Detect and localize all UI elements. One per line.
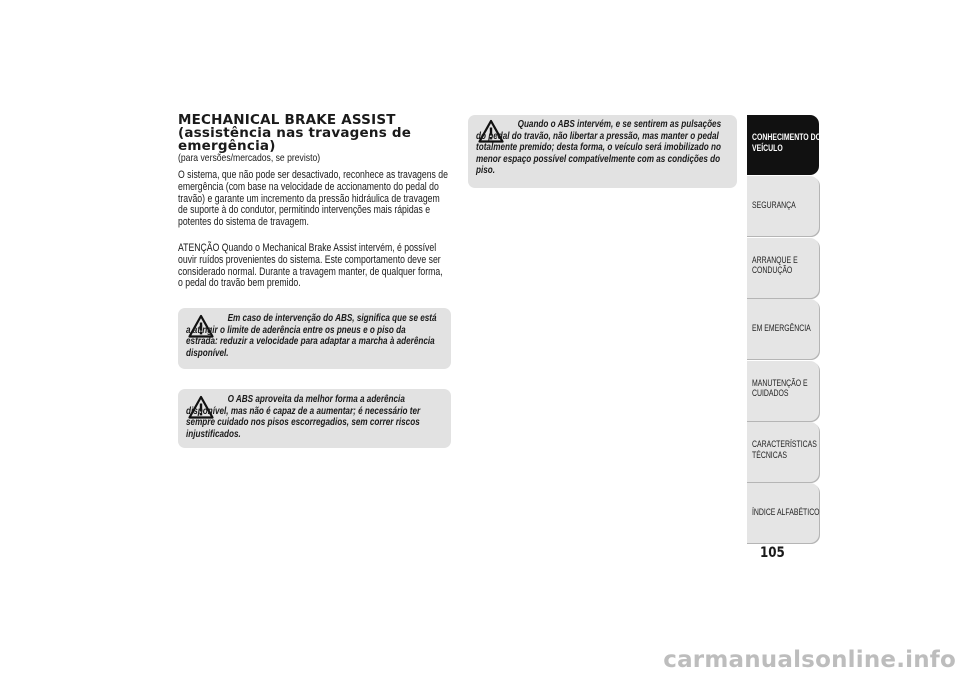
tab-conhecimento-do-veiculo[interactable]	[747, 115, 819, 175]
page-number: 105	[760, 545, 785, 561]
warning-text: Quando o ABS intervém, e se sentirem as pulsações do pedal do travão, não libertar a pressão, mas manter o pedal totalmente premido; desta forma, o veículo será imobilizado no menor espaço possível compatívelmente com as condições do piso.	[476, 119, 722, 177]
body-paragraph-1: O sistema, que não pode ser desactivado, reconhece as travagens de emergência (com base na velocidade de accionamento do pedal do travão) e garante um incremento da pressão hidráulica de travagem de suporte à do condutor, permitindo intervenções mais rápidas e potentes do sistema de travagem.	[178, 169, 448, 229]
section-subtitle: (para versões/mercados, se previsto)	[178, 152, 321, 164]
tab-label: CARACTERÍSTICAS TÉCNICAS	[752, 438, 817, 461]
warning-box-abs-pulsation	[468, 115, 737, 188]
tab-em-emergencia[interactable]	[747, 299, 819, 359]
warning-box-abs-intervention	[178, 308, 451, 369]
tab-manutencao-e-cuidados[interactable]	[747, 361, 819, 421]
tab-indice-alfabetico[interactable]	[747, 483, 819, 543]
chapter-tabs	[747, 115, 819, 545]
warning-box-abs-adherence	[178, 389, 451, 448]
tab-label: ARRANQUE E CONDUÇÃO	[752, 254, 798, 277]
warning-text: Em caso de intervenção do ABS, significa que se está a atingir o limite de aderência entre os pneus e o piso da estrada: reduzir a velocidade para adaptar a marcha à aderência disponível.	[186, 313, 437, 359]
tab-label: SEGURANÇA	[752, 200, 796, 212]
body-paragraph-2: ATENÇÃO Quando o Mechanical Brake Assist intervém, é possível ouvir ruídos provenientes do sistema. Este comportamento deve ser considerado normal. Durante a travagem manter, de qualquer forma, o pedal do travão bem premido.	[178, 242, 443, 290]
tab-seguranca[interactable]	[747, 176, 819, 236]
watermark: carmanualsonline.info	[663, 647, 956, 673]
tab-label: MANUTENÇÃO E CUIDADOS	[752, 377, 808, 400]
tab-caracteristicas-tecnicas[interactable]	[747, 422, 819, 482]
tab-label: EM EMERGÊNCIA	[752, 323, 811, 335]
tab-label: CONHECIMENTO DO VEÍCULO	[752, 132, 821, 154]
section-heading: MECHANICAL BRAKE ASSIST (assistência nas travagens de emergência)	[178, 112, 412, 154]
tab-label: ÍNDICE ALFABÉTICO	[752, 507, 820, 519]
tab-arranque-e-conducao[interactable]	[747, 238, 819, 298]
warning-text: O ABS aproveita da melhor forma a aderência disponível, mas não é capaz de a aumentar; é necessário ter sempre cuidado nos pisos escorregadios, sem correr riscos injustificados.	[186, 394, 421, 440]
